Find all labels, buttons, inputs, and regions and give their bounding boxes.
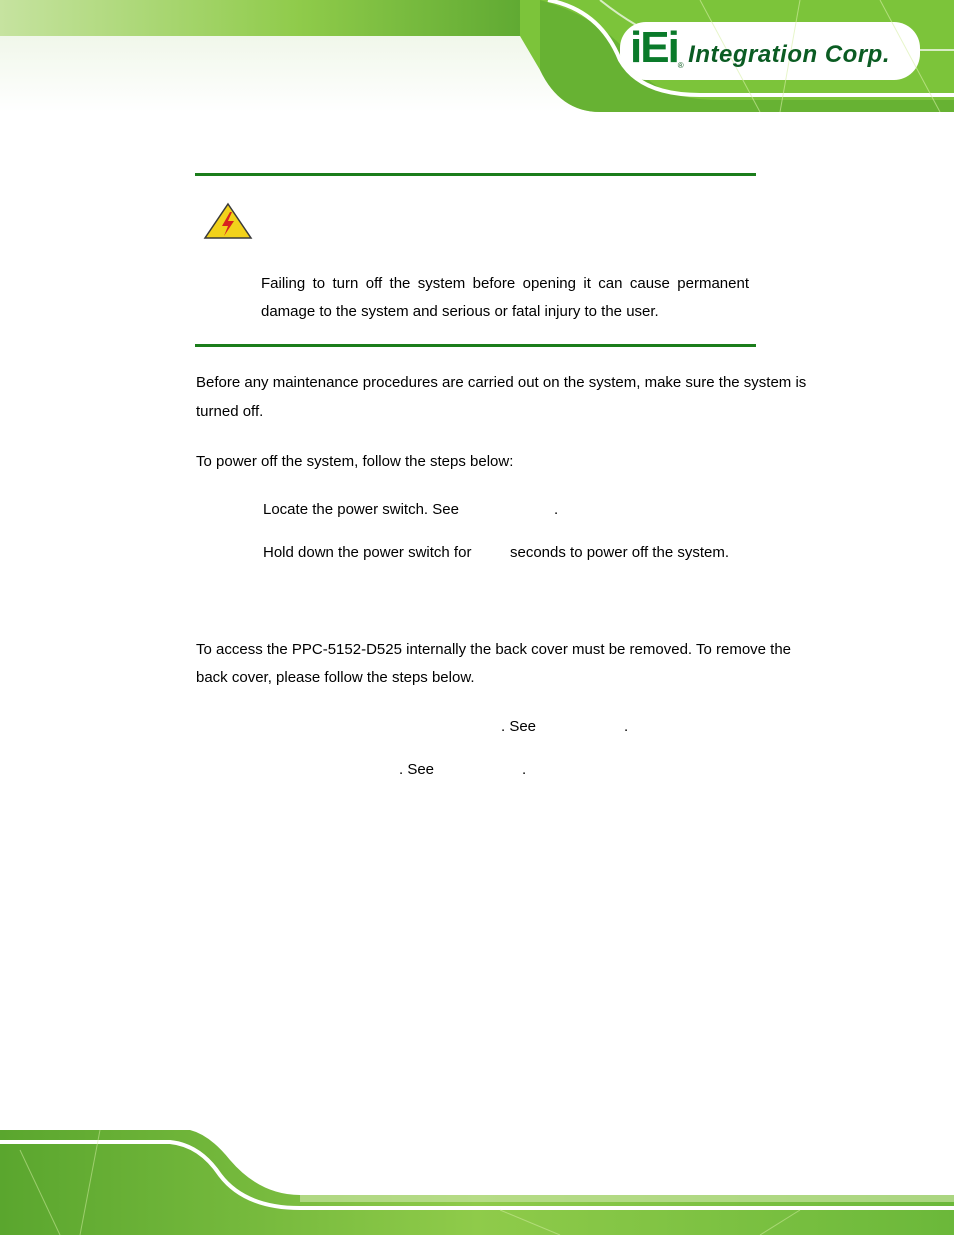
cover-step2-see: . See bbox=[399, 761, 435, 778]
maintenance-intro-paragraph: Before any maintenance procedures are carried out on the system, make sure the system is turned off. bbox=[196, 374, 807, 420]
warning-bottom-rule bbox=[195, 344, 756, 347]
warning-triangle-lightning-icon bbox=[203, 202, 253, 240]
cover-step1-period: . bbox=[624, 718, 629, 735]
cover-step2-period: . bbox=[522, 761, 527, 778]
warning-top-rule bbox=[195, 173, 756, 176]
warning-message: Failing to turn off the system before opening it can cause permanent damage to the system and serious or fatal injury to the user. bbox=[261, 275, 749, 320]
step-locate-switch-period: . bbox=[554, 501, 559, 518]
logo-iei-mark: iEi bbox=[630, 23, 678, 72]
step-hold-switch-suffix: seconds to power off the system. bbox=[510, 544, 730, 561]
footer-banner bbox=[0, 1130, 954, 1235]
power-off-steps-intro: To power off the system, follow the steps below: bbox=[196, 453, 514, 470]
company-logo bbox=[630, 23, 890, 76]
step-locate-switch: Locate the power switch. See bbox=[263, 501, 459, 518]
cover-step1-see: . See bbox=[501, 718, 537, 735]
back-cover-intro-paragraph: To access the PPC-5152-D525 internally the back cover must be removed. To remove the back cover, please follow the steps below. bbox=[196, 641, 792, 686]
logo-registered-mark: ® bbox=[677, 61, 684, 70]
logo-company-name: Integration Corp. bbox=[688, 41, 890, 68]
step-hold-switch: Hold down the power switch for bbox=[263, 544, 472, 561]
